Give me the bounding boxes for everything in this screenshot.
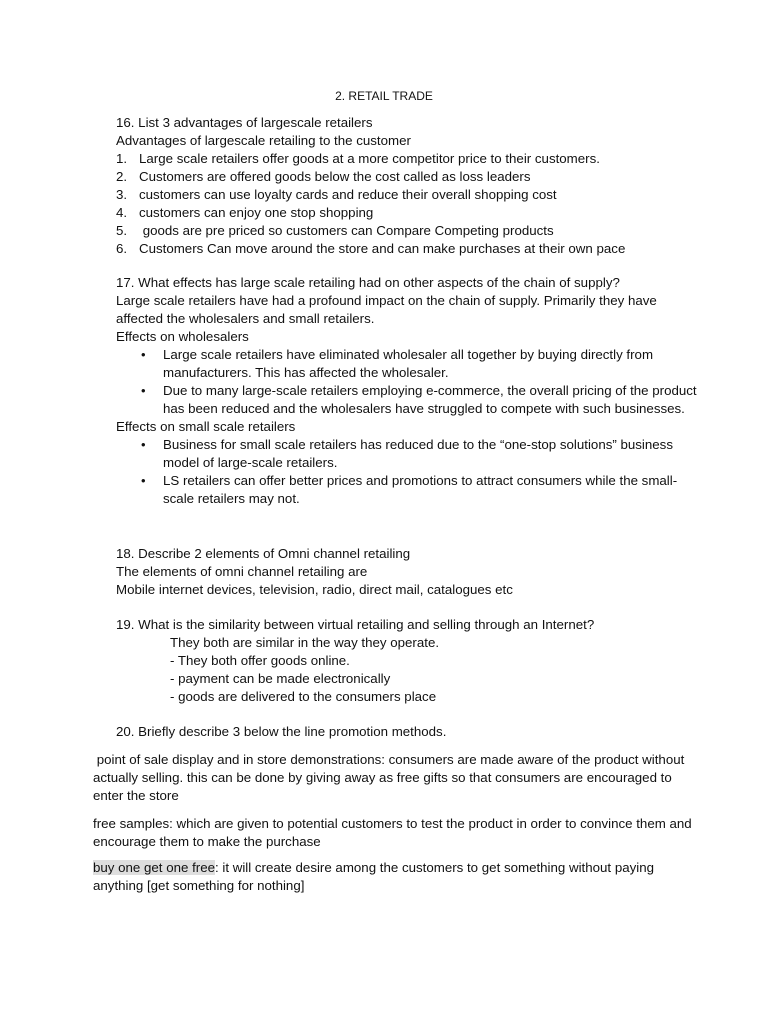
bullet-icon: •: [141, 347, 146, 362]
list-item-text: LS retailers can offer better prices and promotions to attract consumers while the small-scale retailers may not.: [163, 473, 678, 506]
list-item-text: customers can enjoy one stop shopping: [139, 205, 374, 220]
list-item-text: Due to many large-scale retailers employing e-commerce, the overall pricing of the product has been reduced and the wholesalers have struggled to compete with such businesses.: [163, 383, 697, 416]
paragraph-bogof: [93, 859, 693, 895]
list-item-text: Customers Can move around the store and can make purchases at their own pace: [139, 241, 626, 256]
paragraph-text: point of sale display and in store demonstrations: consumers are made aware of the product without actually selling. this can be done by giving away as free gifts so that consumers are encouraged to enter the store: [93, 752, 689, 803]
question-18: 18. Describe 2 elements of Omni channel retailing: [116, 546, 411, 561]
list-item: [116, 472, 703, 508]
list-item: [116, 346, 703, 382]
bullet-icon: •: [141, 473, 146, 488]
paragraph-text: [93, 859, 693, 895]
list-item: [116, 168, 716, 186]
question-19-line: - They both offer goods online.: [170, 653, 350, 668]
question-20: 20. Briefly describe 3 below the line promotion methods.: [116, 724, 447, 739]
paragraph-free-samples: [93, 815, 693, 851]
question-19-section: [116, 616, 716, 706]
question-19: 19. What is the similarity between virtual retailing and selling through an Internet?: [116, 617, 595, 632]
list-number: 2.: [116, 169, 128, 184]
bullet-icon: •: [141, 383, 146, 398]
list-item-text: goods are pre priced so customers can Compare Competing products: [139, 223, 554, 238]
list-item: [116, 240, 716, 258]
page-title: 2. RETAIL TRADE: [335, 89, 433, 103]
paragraph-rest: : it will create desire among the customers to get something without paying anything [get something for nothing]: [93, 860, 655, 893]
paragraph-text: free samples: which are given to potential customers to test the product in order to convince them and encourage them to make the purchase: [93, 816, 692, 849]
question-18-line-1: The elements of omni channel retailing are: [116, 564, 368, 579]
list-number: 5.: [116, 223, 128, 238]
list-item-text: Customers are offered goods below the cost called as loss leaders: [139, 169, 531, 184]
paragraph-point-of-sale: [93, 751, 693, 805]
question-17-answer: Large scale retailers have had a profound impact on the chain of supply. Primarily they have affected the wholesalers and small retailers.: [116, 293, 657, 326]
list-item-text: Business for small scale retailers has reduced due to the “one-stop solutions” business model of large-scale retailers.: [163, 437, 673, 470]
list-item-text: Large scale retailers have eliminated wholesaler all together by buying directly from manufacturers. This has affected the wholesaler.: [163, 347, 654, 380]
bullet-icon: •: [141, 437, 146, 452]
list-item: [116, 436, 703, 472]
question-18-section: [116, 545, 716, 599]
list-item: [116, 150, 716, 168]
question-16-subheading: Advantages of largescale retailing to the customer: [116, 133, 411, 148]
question-17: 17. What effects has large scale retailing had on other aspects of the chain of supply?: [116, 275, 620, 290]
question-18-line-2: Mobile internet devices, television, radio, direct mail, catalogues etc: [116, 582, 513, 597]
question-17-section: [116, 274, 706, 508]
list-number: 6.: [116, 241, 128, 256]
small-retailers-heading: Effects on small scale retailers: [116, 419, 296, 434]
question-19-line: - goods are delivered to the consumers place: [170, 689, 437, 704]
wholesalers-heading: Effects on wholesalers: [116, 329, 249, 344]
list-item-text: customers can use loyalty cards and reduce their overall shopping cost: [139, 187, 557, 202]
highlighted-text: buy one get one free: [93, 860, 215, 875]
list-number: 4.: [116, 205, 128, 220]
question-16: 16. List 3 advantages of largescale retailers: [116, 115, 373, 130]
small-retailers-list: [116, 436, 706, 508]
question-19-line: They both are similar in the way they operate.: [170, 635, 440, 650]
list-number: 3.: [116, 187, 128, 202]
list-item: [116, 204, 716, 222]
question-19-line: - payment can be made electronically: [170, 671, 391, 686]
list-item: [116, 382, 703, 418]
question-20-section: [116, 723, 716, 741]
list-number: 1.: [116, 151, 128, 166]
list-item-text: Large scale retailers offer goods at a more competitor price to their customers.: [139, 151, 600, 166]
question-16-section: [116, 114, 716, 258]
advantages-list: [116, 150, 716, 258]
list-item: [116, 186, 716, 204]
wholesalers-list: [116, 346, 706, 418]
list-item: [116, 222, 716, 240]
